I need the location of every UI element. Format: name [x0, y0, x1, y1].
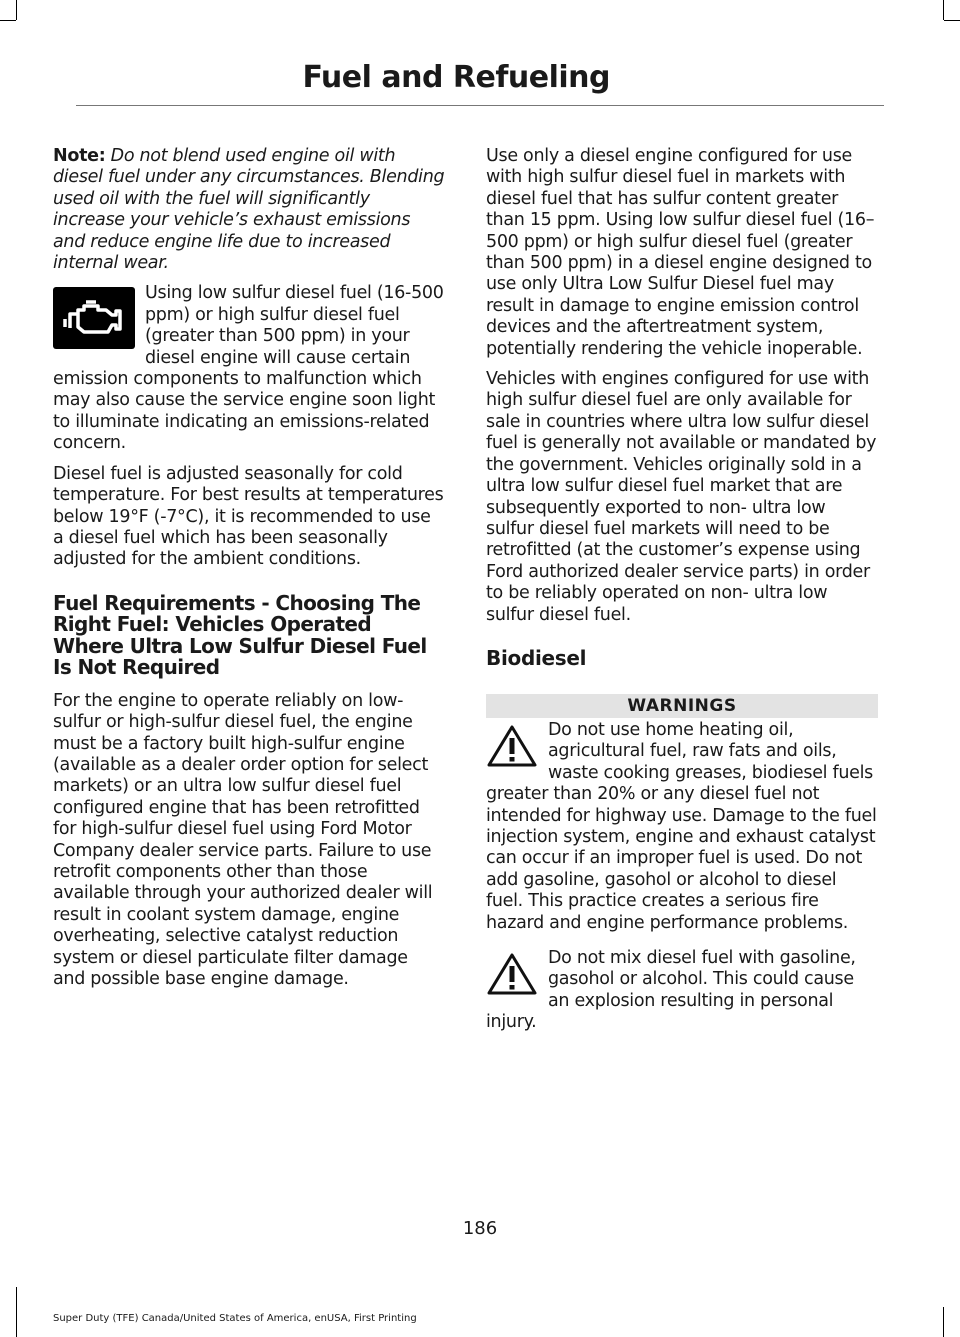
warning-1-text: Do not use home heating oil, agricultural fuel, raw fats and oils, waste cooking greases, biodiesel fuels greater than 20% or any diesel fuel not intended for highway use. Damage to the fuel injection system, engine and exhaust catalyst can occur if an improper fuel is used. Do not add gasoline, gasohol or alcohol to diesel fuel. This practice creates a serious fire hazard and engine performance problems. — [486, 719, 877, 933]
crop-mark — [943, 1307, 944, 1337]
warning-2 — [486, 948, 878, 1034]
emission-text: Using low sulfur diesel fuel (16-500 ppm) or high sulfur diesel fuel (greater than 500 ppm) in your diesel engine will cause certain emission components to malfunction which may also cause the service engine soon light to illuminate indicating an emissions-related concern. — [53, 283, 444, 454]
header-divider — [76, 105, 884, 106]
crop-mark — [16, 1287, 17, 1337]
high-sulfur-paragraph: Use only a diesel engine configured for use with high sulfur diesel fuel in markets with diesel fuel that has sulfur content greater than 15 ppm. Using low sulfur diesel fuel (16–500 ppm) or high sulfur diesel fuel (greater than 500 ppm) in a diesel engine designed to use only Ultra Low Sulfur Diesel fuel may result in damage to engine emission control devices and the aftertreatment system, potentially rendering the vehicle inoperable. — [486, 146, 875, 359]
note-text: Do not blend used engine oil with diesel fuel under any circumstances. Blending used oil with the fuel will significantly increase your vehicle’s exhaust emissions and reduce engine life due to increased internal wear. — [53, 146, 445, 274]
page-title: Fuel and Refueling — [302, 60, 610, 95]
note-paragraph — [53, 146, 445, 274]
warning-2-text: Do not mix diesel fuel with gasoline, gasohol or alcohol. This could cause an explosion resulting in personal injury. — [486, 948, 856, 1033]
left-column — [53, 146, 445, 999]
warning-triangle-icon — [486, 952, 538, 1002]
crop-mark — [0, 20, 16, 21]
right-column — [486, 146, 878, 1043]
emission-paragraph — [53, 283, 445, 454]
page-number: 186 — [462, 1218, 498, 1239]
engine-paragraph: For the engine to operate reliably on low-sulfur or high-sulfur diesel fuel, the engine must be a factory built high-sulfur engine (available as a dealer order option for select markets) or an ultra low sulfur diesel fuel configured engine that has been retrofitted for high-sulfur diesel fuel using Ford Motor Company dealer service parts. Failure to use retrofit components other than those available through your authorized dealer will result in coolant system damage, engine overheating, selective catalyst reduction system or diesel particulate filter damage and possible base engine damage. — [53, 690, 433, 989]
crop-mark — [944, 20, 960, 21]
warnings-header: WARNINGS — [486, 694, 878, 718]
warning-triangle-icon — [486, 724, 538, 774]
check-engine-icon — [53, 287, 135, 349]
crop-mark — [16, 0, 17, 20]
note-label: Note: — [53, 146, 106, 166]
warning-1 — [486, 720, 878, 934]
biodiesel-heading: Biodiesel — [486, 645, 587, 670]
footer-text: Super Duty (TFE) Canada/United States of America, enUSA, First Printing — [53, 1313, 417, 1324]
vehicles-paragraph: Vehicles with engines configured for use with high sulfur diesel fuel are only available for sale in countries where ultra low sulfur diesel fuel is generally not available or mandated by the government. Vehicles originally sold in a ultra low sulfur diesel fuel market that are subsequently exported to non- ultra low sulfur diesel fuel markets will need to be retrofitted (at the customer’s expense using Ford authorized dealer service parts) in order to be reliably operated on non- ultra low sulfur diesel fuel. — [486, 369, 877, 625]
seasonal-paragraph: Diesel fuel is adjusted seasonally for cold temperature. For best results at temperatures below 19°F (-7°C), it is recommended to use a diesel fuel which has been seasonally adjusted for the ambient conditions. — [53, 463, 444, 570]
section-heading: Fuel Requirements - Choosing The Right Fuel: Vehicles Operated Where Ultra Low Sulfur Diesel Fuel Is Not Required — [53, 590, 427, 680]
crop-mark — [943, 0, 944, 20]
